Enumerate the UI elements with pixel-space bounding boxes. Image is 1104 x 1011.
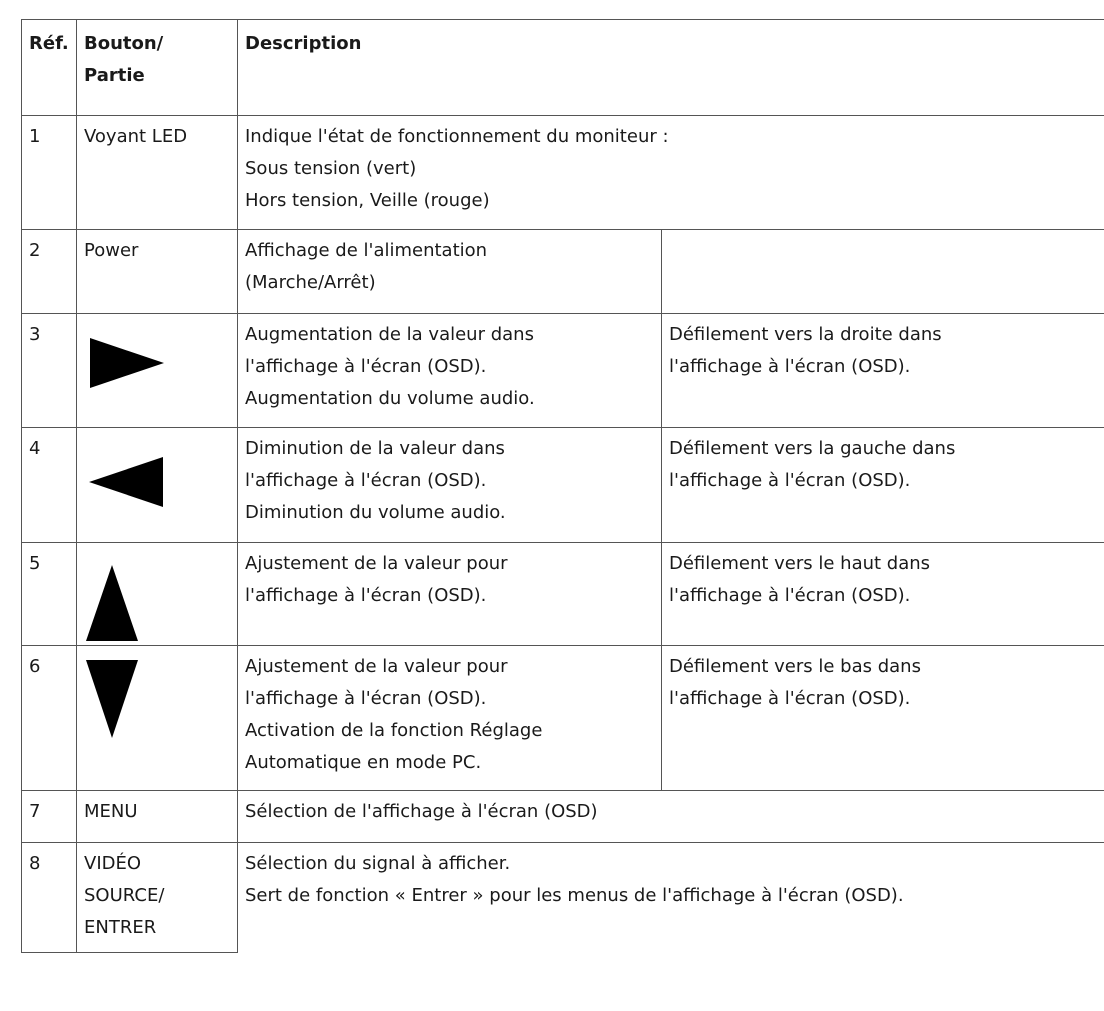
description-line: Sous tension (vert) <box>245 158 417 179</box>
button-description-table <box>21 19 1104 953</box>
ref-cell: 3 <box>22 314 77 428</box>
header-button-line: Bouton/ <box>84 33 164 54</box>
header-ref: Réf. <box>22 20 77 116</box>
osd-description-cell <box>662 543 1104 646</box>
osd-description-line: Défilement vers le haut dans <box>669 553 931 574</box>
ref-cell: 6 <box>22 646 77 791</box>
up-arrow-icon <box>86 565 138 641</box>
button-line: VIDÉO <box>84 853 142 874</box>
description-line: Diminution de la valeur dans <box>245 438 505 459</box>
down-arrow-icon <box>86 660 138 738</box>
description-line: l'affichage à l'écran (OSD). <box>245 356 487 377</box>
description-line: l'affichage à l'écran (OSD). <box>245 688 487 709</box>
ref-cell: 1 <box>22 116 77 230</box>
table-row <box>22 843 1104 953</box>
description-line: Ajustement de la valeur pour <box>245 553 508 574</box>
osd-description-cell <box>662 314 1104 428</box>
header-button-line: Partie <box>84 65 145 86</box>
osd-description-cell <box>662 428 1104 543</box>
osd-description-line: Défilement vers la droite dans <box>669 324 942 345</box>
osd-description-line: Défilement vers le bas dans <box>669 656 921 677</box>
button-cell <box>77 646 238 791</box>
table-row <box>22 646 1104 791</box>
osd-description-line: l'affichage à l'écran (OSD). <box>669 470 911 491</box>
description-line: Augmentation du volume audio. <box>245 388 535 409</box>
header-button <box>77 20 238 116</box>
button-cell <box>77 428 238 543</box>
osd-description-line: Défilement vers la gauche dans <box>669 438 956 459</box>
description-line: l'affichage à l'écran (OSD). <box>245 585 487 606</box>
osd-description-line: l'affichage à l'écran (OSD). <box>669 356 911 377</box>
table-row <box>22 791 1104 843</box>
button-cell <box>77 543 238 646</box>
description-line: (Marche/Arrêt) <box>245 272 376 293</box>
button-cell: Voyant LED <box>77 116 238 230</box>
right-arrow-icon <box>90 338 164 388</box>
description-line: l'affichage à l'écran (OSD). <box>245 470 487 491</box>
osd-description-line: l'affichage à l'écran (OSD). <box>669 585 911 606</box>
ref-cell: 5 <box>22 543 77 646</box>
description-line: Sélection du signal à afficher. <box>245 853 511 874</box>
left-arrow-icon <box>89 457 163 507</box>
ref-cell: 4 <box>22 428 77 543</box>
description-line: Sert de fonction « Entrer » pour les menus de l'affichage à l'écran (OSD). <box>245 885 904 906</box>
table-row <box>22 230 1104 314</box>
table-header-row <box>22 20 1104 116</box>
description-line: Diminution du volume audio. <box>245 502 506 523</box>
button-line: ENTRER <box>84 917 157 938</box>
description-cell <box>238 791 1104 843</box>
description-cell <box>238 428 662 543</box>
description-line: Hors tension, Veille (rouge) <box>245 190 490 211</box>
button-cell: MENU <box>77 791 238 843</box>
description-line: Ajustement de la valeur pour <box>245 656 508 677</box>
osd-description-cell <box>662 230 1104 314</box>
button-cell <box>77 314 238 428</box>
description-line: Sélection de l'affichage à l'écran (OSD) <box>245 801 598 822</box>
description-line: Affichage de l'alimentation <box>245 240 488 261</box>
description-line: Automatique en mode PC. <box>245 752 482 773</box>
header-description: Description <box>238 20 1104 116</box>
description-line: Indique l'état de fonctionnement du moniteur : <box>245 126 669 147</box>
description-line: Augmentation de la valeur dans <box>245 324 534 345</box>
ref-cell: 8 <box>22 843 77 953</box>
description-cell <box>238 843 1104 953</box>
osd-description-cell <box>662 646 1104 791</box>
table-row <box>22 116 1104 230</box>
osd-description-line: l'affichage à l'écran (OSD). <box>669 688 911 709</box>
description-cell <box>238 543 662 646</box>
table-row <box>22 428 1104 543</box>
button-line: SOURCE/ <box>84 885 165 906</box>
ref-cell: 7 <box>22 791 77 843</box>
ref-cell: 2 <box>22 230 77 314</box>
description-line: Activation de la fonction Réglage <box>245 720 543 741</box>
table-row <box>22 314 1104 428</box>
button-cell <box>77 843 238 953</box>
description-cell <box>238 314 662 428</box>
description-cell <box>238 230 662 314</box>
button-cell: Power <box>77 230 238 314</box>
description-cell <box>238 116 1104 230</box>
table-row <box>22 543 1104 646</box>
description-cell <box>238 646 662 791</box>
